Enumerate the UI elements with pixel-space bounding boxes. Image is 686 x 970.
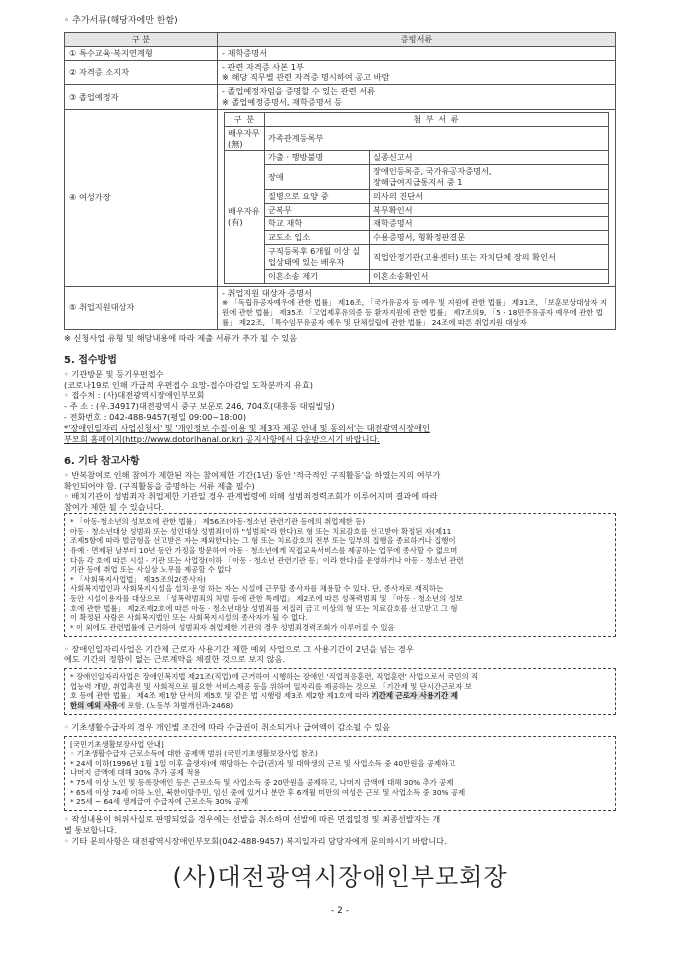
extra-docs-title: ◦ 추가서류(해당자에만 한함) (64, 16, 178, 26)
exception-text: * 장애인일자리사업은 장애인복지법 제21조(직업)에 근거하여 시행하는 장애인 '직업적응훈련, 직업훈련' 사업으로서 국민의 직 업능력 개발, 취업촉진 및 사회적으로 필요한 서비스제공 등을 위하여 일자리를 제공하는 것으로 「기간제 및 단시간근로자 보 호 등에 관한 법률」 제4조 제1항 단서의 제5호 및 같은 법 시행령 제3조 제2항 제1호에 따라 (70, 672, 479, 701)
spouse-label: 배우자유(有) (225, 151, 265, 283)
reason-cell: 가출 · 행방불명 (265, 151, 370, 165)
category-cell: ⑤ 취업지원대상자 (65, 286, 218, 329)
table-row (65, 286, 616, 329)
table-row (65, 46, 616, 60)
other-heading: 6. 기타 참고사항 (64, 455, 140, 467)
no-spouse-doc: 가족관계등록부 (265, 126, 609, 151)
col-docs-header: 증빙서류 (218, 32, 616, 46)
document-page (64, 16, 616, 918)
female-head-table (224, 112, 609, 284)
page-number: - 2 - (331, 906, 349, 917)
table-row (65, 109, 616, 286)
exception-highlight: 기간제 근로자 사용기간 제 한의 예외 사유 (70, 691, 458, 711)
docs-cell: - 재학증명서 (218, 46, 616, 60)
doc-cell: 복무확인서 (370, 203, 609, 217)
other-paragraph-1: ◦ 반복참여로 인해 참여가 제한된 자는 참여제한 기간(1년) 동안 '적극적인 구직활동'을 하였는지의 여부가 확인되어야 함. (구직활동을 증명하는 서류 제출 필수) ◦ 배치기관이 성범죄자 취업제한 기관일 경우 관계법령에 의해 성범죄경력조회가 이루어지며 결과에 따라 참여가 제한 될 수 있습니다. (64, 469, 441, 513)
other-paragraph-4: ◦ 작성내용이 허위사실로 판명되었을 경우에는 선발을 취소하며 선발에 따른 면접일정 및 최종선발자는 개 별 통보합니다. ◦ 기타 문의사항은 대전광역시장애인부모회(042-488-9457) 복지일자리 담당자에게 문의하시기 바랍니다. (64, 813, 447, 846)
apply-notice: *'장애인일자리 사업신청서' 및 '개인정보 수집·이용 및 제3자 제공 안내 및 동의서'는 대전광역시장애인 부모회 홈페이지(http://www.dotorihanal.or.kr) 공지사항에서 다운받으시기 바랍니다. (64, 422, 430, 444)
doc-cell: 재학증명서 (370, 217, 609, 231)
category-cell: ② 자격증 소지자 (65, 60, 218, 85)
doc-cell: 수용증명서, 형확정판결문 (370, 231, 609, 245)
reason-cell: 군복무 (265, 203, 370, 217)
no-spouse-label: 배우자무(無) (225, 126, 265, 151)
apply-body: ◦ 기관방문 및 등기우편접수 (코로나19로 인해 가급적 우편접수 요망-접수마감일 도착분까지 유효) ◦ 접수처 : (사)대전광역시장애인부모회 - 주 소 : (우.34917)대전광역시 중구 보문로 246, 704호(대흥동 대림빌딩) - 전화번호 : 042-488-9457(평일 09:00~18:00) (64, 368, 335, 423)
other-paragraph-3: ◦ 기초생활수급자의 경우 개인별 조건에 따라 수급권이 취소되거나 급여액이 감소될 수 있음 (64, 721, 391, 732)
organization-signature: (사)대전광역시장애인부모회장 (172, 863, 508, 892)
reason-cell: 질병으로 요양 중 (265, 189, 370, 203)
category-cell: ① 특수교육·복지연계형 (65, 46, 218, 60)
basic-livelihood-box: [국민기초생활보장사업 안내] ◦ 기초생활수급자 근로소득에 대한 공제액 범위 (국민기초생활보장사업 참조) * 24세 이하(1996년 1월 1일 이후 출생자)에 해당하는 수급(권)자 및 대학생의 근로 및 사업소득 중 40만원을 공제하고 나머지 금액에 대해 30% 추가 공제 적용 * 75세 이상 노인 및 등록장애인 등은 근로소득 및 사업소득 중 20만원을 공제하고, 나머지 금액에 대해 30% 추가 공제 * 65세 이상 74세 이하 노인, 북한이탈주민, 임신 중에 있거나 분만 후 6개월 미만의 여성은 근로 및 사업소득 중 30% 공제 * 25세 ~ 64세 생계급여 수급자에 근로소득 30% 공제 (64, 736, 616, 811)
category-cell: ③ 졸업예정자 (65, 85, 218, 110)
doc-cell: 실종신고서 (370, 151, 609, 165)
extra-docs-table (64, 32, 616, 330)
fixed-term-exception-box (64, 668, 616, 715)
doc-cell: 직업안정기관(고용센터) 또는 자치단체 장의 확인서 (370, 245, 609, 270)
docs-cell (218, 286, 616, 329)
reason-cell: 구직등록후 6개월 이상 실업상태에 있는 배우자 (265, 245, 370, 270)
docs-cell: - 졸업예정자임을 증명할 수 있는 관련 서류 ※ 졸업예정증명서, 재학증명서 등 (218, 85, 616, 110)
female-head-cell (218, 109, 616, 286)
exception-text-end: 에 포함. (노동부 차별개선과-2468) (117, 701, 234, 711)
table-row (65, 85, 616, 110)
apply-heading: 5. 접수방법 (64, 354, 117, 366)
table-row (65, 60, 616, 85)
reason-cell: 이혼소송 제기 (265, 269, 370, 283)
doc-cell: 의사의 진단서 (370, 189, 609, 203)
doc-cell: 이혼소송확인서 (370, 269, 609, 283)
other-paragraph-2: ◦ 장애인일자리사업은 기간제 근로자 사용기간 제한 예외 사업으로 그 사용기간이 2년을 넘는 경우 에도 기간의 정함이 없는 근로계약을 체결한 것으로 보지 않음. (64, 643, 414, 665)
docs-cell: - 관련 자격증 사본 1부 ※ 해당 직무별 관련 자격증 명시하여 공고 바람 (218, 60, 616, 85)
inner-col-docs: 첨 부 서 류 (265, 112, 609, 126)
doc-cell: 장애인등록증, 국가유공자증명서, 장해급여지급통지서 중 1 (370, 165, 609, 190)
veteran-cert-line: - 취업지원 대상자 증명서 (222, 287, 312, 298)
extra-docs-footnote: ※ 신청사업 유형 및 해당내용에 따라 제출 서류가 추가 될 수 있음 (64, 332, 298, 343)
sex-offender-law-box: * 「아동·청소년의 성보호에 관한 법률」 제56조(아동·청소년 관련기관 등에의 취업제한 등) 아동 · 청소년대상 성범죄 또는 성인대상 성범죄(이하 "성범죄"라 한다)로 형 또는 치료감호를 선고받아 확정된 자(제11 조제5항에 따라 벌금형을 선고받은 자는 제외한다)는 그 형 또는 치료감호의 전부 또는 일부의 집행을 종료하거나 집행이 유예 · 면제된 날부터 10년 동안 가정을 방문하여 아동 · 청소년에게 직접교육서비스를 제공하는 업무에 종사할 수 없으며 다음 각 호에 따른 시설 · 기관 또는 사업장(이하 「아동 · 청소년 관련기관 등」이라 한다)을 운영하거나 아동 · 청소년 관련 기관 등에 취업 또는 사실상 노무를 제공할 수 없다 * 「사회복지사업법」 제35조의2(종사자) 사회복지법인과 사회복지시설을 설치·운영 하는 자는 시설에 근무할 종사자를 채용할 수 있다. 단, 종사자로 재직하는 동안 시설이용자를 대상으로 「성폭력범죄의 처벌 등에 관한 특례법」 제2조에 따른 성폭력범죄 및 「아동 · 청소년의 성보 호에 관한 법률」 제2조제2호에 따른 아동 · 청소년대상 성범죄를 저질러 금고 이상의 형 또는 치료감호를 선고받고 그 형 이 확정된 사람은 사회복지법인 또는 사회복지시설의 종사자가 될 수 없다. * 이 외에도 관련법률에 근거하여 성범죄자 취업제한 기관의 경우 성범죄경력조회가 이루어질 수 있음 (64, 513, 616, 637)
veteran-law-note: ※ 「독립유공자예우에 관한 법률」 제16조, 「국가유공자 등 예우 및 지원에 관한 법률」 제31조, 「보훈보상대상자 지원에 관한 법률」 제35조 「고엽제후유의증 등 환자지원에 관한 법률」 제7조의9, 「5 · 18민주유공자 예우에 관한 법률」 제22조, 「특수임무유공자 예우 및 단체설립에 관한 법률」 24조에 따른 취업지원 대상자 (222, 298, 608, 327)
inner-col-category: 구 분 (225, 112, 265, 126)
reason-cell: 학교 재학 (265, 217, 370, 231)
category-cell: ④ 여성가장 (65, 109, 218, 286)
col-category-header: 구 분 (65, 32, 218, 46)
reason-cell: 장애 (265, 165, 370, 190)
reason-cell: 교도소 입소 (265, 231, 370, 245)
